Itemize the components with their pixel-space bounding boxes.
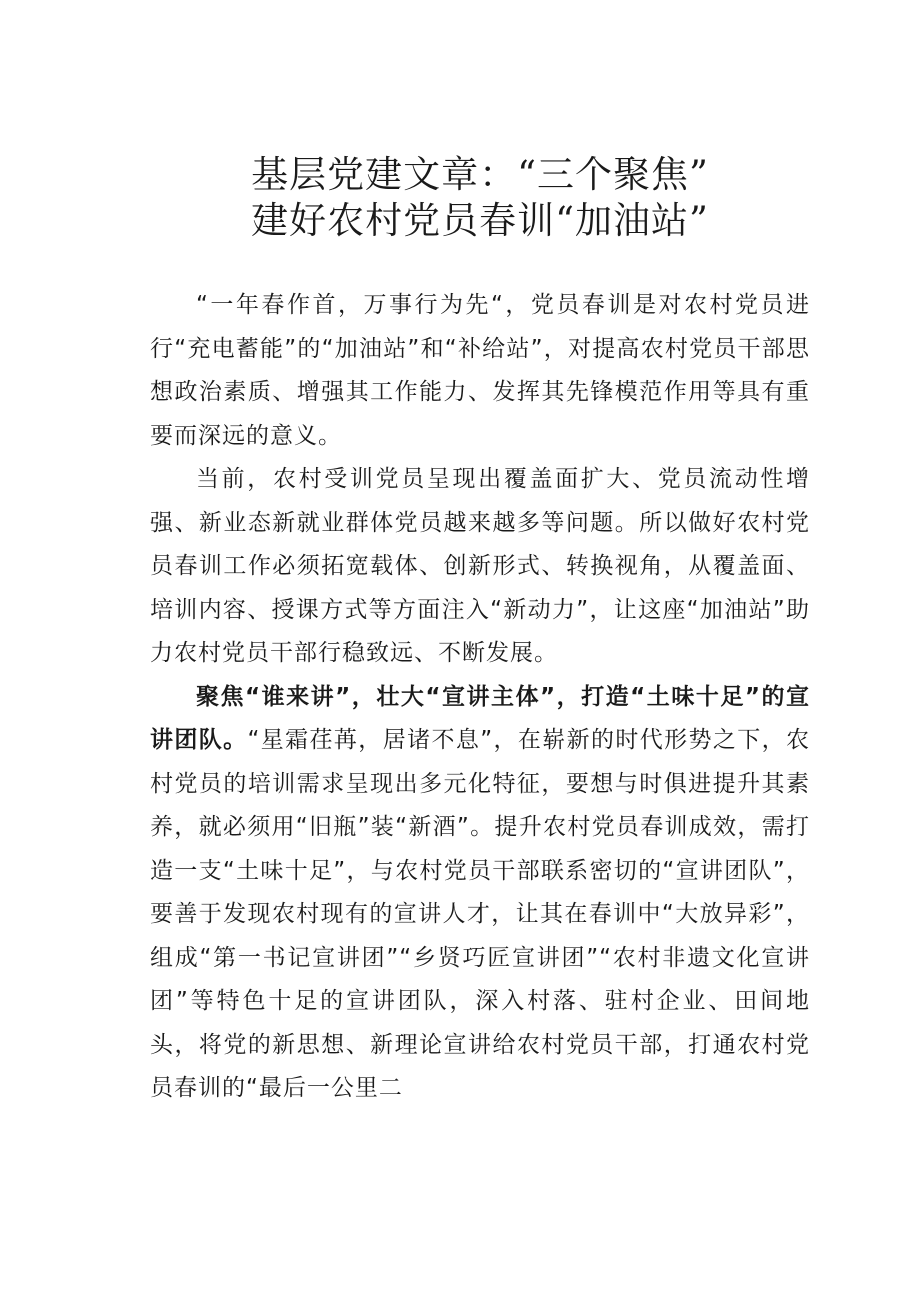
title-line-2: 建好农村党员春训“加油站”: [251, 199, 709, 242]
title-line-1: 基层党建文章：“三个聚焦”: [251, 153, 709, 196]
paragraph-text: “一年春作首，万事行为先“，党员春训是对农村党员进行“充电蓄能”的“加油站”和“补给站”，对提高农村党员干部思想政治素质、增强其工作能力、发挥其先锋模范作用等具有重要而深远的意义。: [150, 292, 810, 449]
paragraph-text: 当前，农村受训党员呈现出覆盖面扩大、党员流动性增强、新业态新就业群体党员越来越多等问题。所以做好农村党员春训工作必须拓宽载体、创新形式、转换视角，从覆盖面、培训内容、授课方式等方面注入“新动力”，让这座“加油站”助力农村党员干部行稳致远、不断发展。: [150, 466, 810, 666]
paragraph-intro: [150, 284, 810, 458]
paragraph-text: “星霜荏苒，居诸不息”，在崭新的时代形势之下，农村党员的培训需求呈现出多元化特征，要想与时俱进提升其素养，就必须用“旧瓶”装“新酒”。提升农村党员春训成效，需打造一支“土味十足”，与农村党员干部联系密切的“宣讲团队”，要善于发现农村现有的宣讲人才，让其在春训中“大放异彩”，组成“第一书记宣讲团”“乡贤巧匠宣讲团”“农村非遗文化宣讲团”等特色十足的宣讲团队，深入村落、驻村企业、田间地头，将党的新思想、新理论宣讲给农村党员干部，打通农村党员春训的“最后一公里二: [150, 727, 810, 1101]
document-body: [150, 284, 810, 1111]
document-title: [150, 152, 810, 244]
paragraph-current-issues: [150, 458, 810, 676]
paragraph-lead-heading: 聚焦“谁来讲”，壮大“宣讲主体”，打造“土味十足”的宣讲团队。: [150, 683, 810, 753]
paragraph-focus-who-speaks: [150, 676, 810, 1111]
